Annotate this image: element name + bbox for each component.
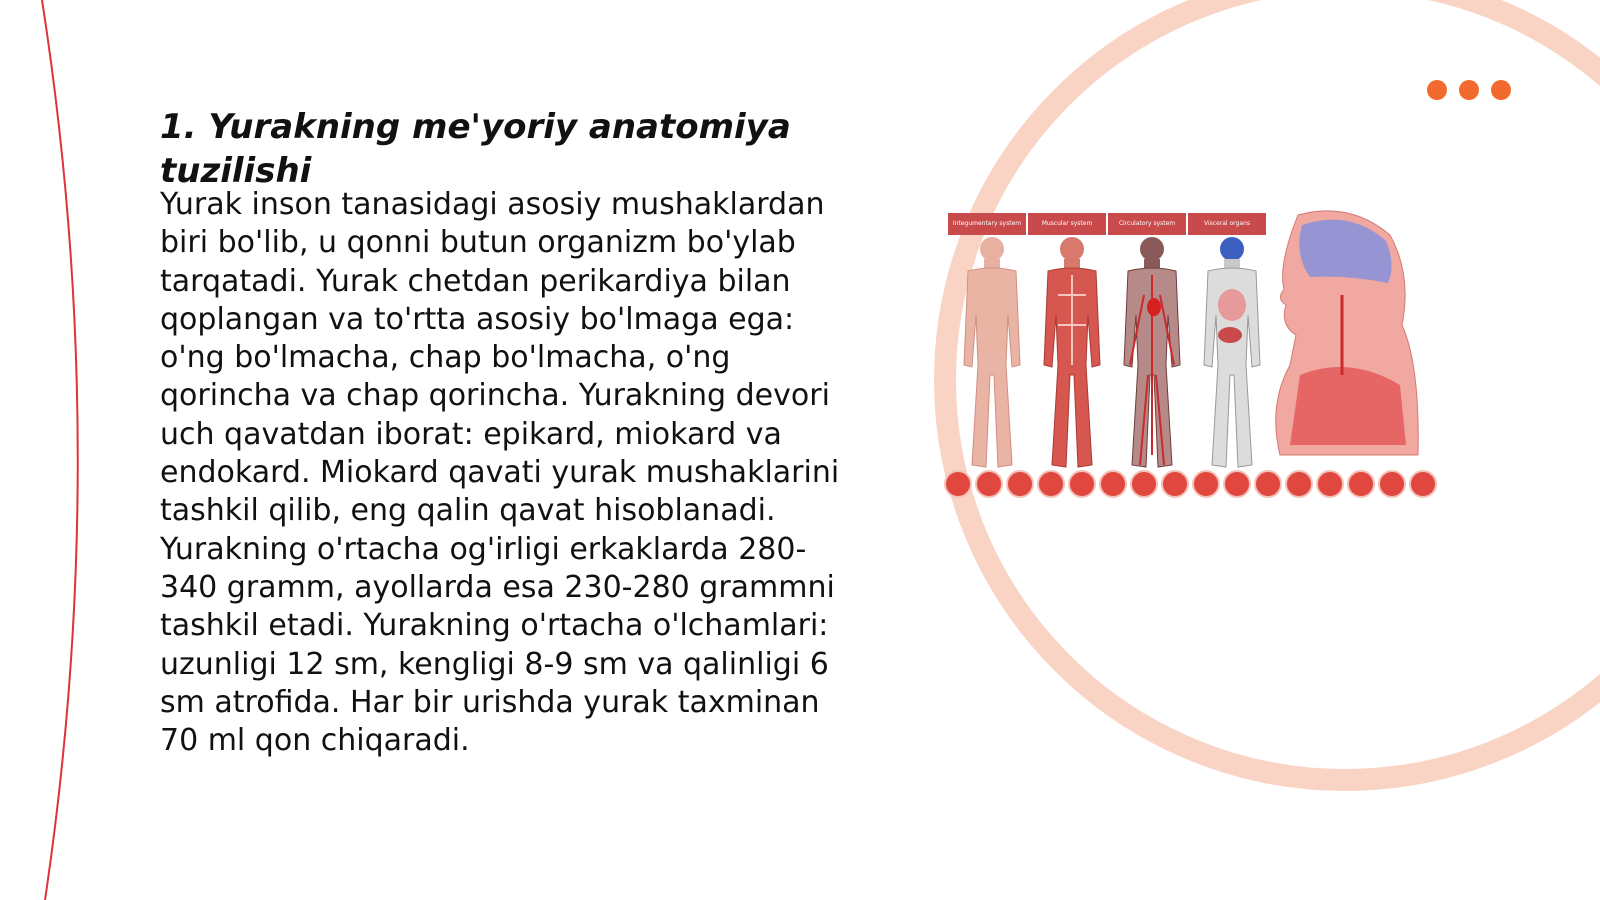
body-system-icon [1378, 470, 1406, 498]
slide-title: 1. Yurakning me'yoriy anatomiya tuzilishi [160, 107, 791, 191]
body-system-icon [1254, 470, 1282, 498]
left-red-curve [42, 0, 78, 900]
body-system-icon [1161, 470, 1189, 498]
slide-body-text: Yurak inson tanasidagi asosiy mushaklardan biri bo'lib, u qonni butun organizm bo'ylab tarqatadi. Yurak chetdan perikardiya bilan qoplangan va to'rtta asosiy bo'lmaga ega: o'ng bo'lmacha, chap bo'lmacha, o'ng qorincha va chap qorincha. Yurakning devori uch qavatdan iborat: epikard, miokard va endokard. Miokard qavati yurak mushaklarini tashkil qilib, eng qalin qavat hisoblanadi. Yurakning o'rtacha og'irligi erkaklarda 280-340 gramm, ayollarda esa 230-280 grammni tashkil etadi. Yurakning o'rtacha o'lchamlari: uzunligi 12 sm, kengligi 8-9 sm va qalinligi 6 sm atrofida. Har bir urishda yurak taxminan 70 ml qon chiqaradi. [160, 187, 840, 759]
body-system-icon-row [944, 470, 1437, 498]
dot [1427, 80, 1447, 100]
body-system-icon [1285, 470, 1313, 498]
head-profile-figure [1276, 211, 1418, 455]
body-system-icon [1006, 470, 1034, 498]
body-system-icon [1192, 470, 1220, 498]
figure-integumentary [964, 237, 1020, 467]
body-system-icon [1099, 470, 1127, 498]
more-dots-icon [1427, 80, 1511, 100]
anatomy-figures [950, 205, 1450, 510]
body-system-icon [1347, 470, 1375, 498]
figure-muscular [1044, 237, 1100, 467]
body-system-icon [1068, 470, 1096, 498]
panel-label-visceral: Visceral organs [1188, 213, 1266, 235]
panel-label-muscular: Muscular system [1028, 213, 1106, 235]
body-system-icon [975, 470, 1003, 498]
dot [1491, 80, 1511, 100]
panel-label-integumentary: Integumentary system [948, 213, 1026, 235]
body-system-icon [1130, 470, 1158, 498]
body-system-icon [1316, 470, 1344, 498]
figure-circulatory [1124, 237, 1180, 467]
body-system-icon [1223, 470, 1251, 498]
figure-visceral [1204, 237, 1260, 467]
dot [1459, 80, 1479, 100]
anatomy-illustration [950, 205, 1450, 510]
body-system-icon [1409, 470, 1437, 498]
panel-label-circulatory: Circulatory system [1108, 213, 1186, 235]
body-system-icon [944, 470, 972, 498]
body-system-icon [1037, 470, 1065, 498]
